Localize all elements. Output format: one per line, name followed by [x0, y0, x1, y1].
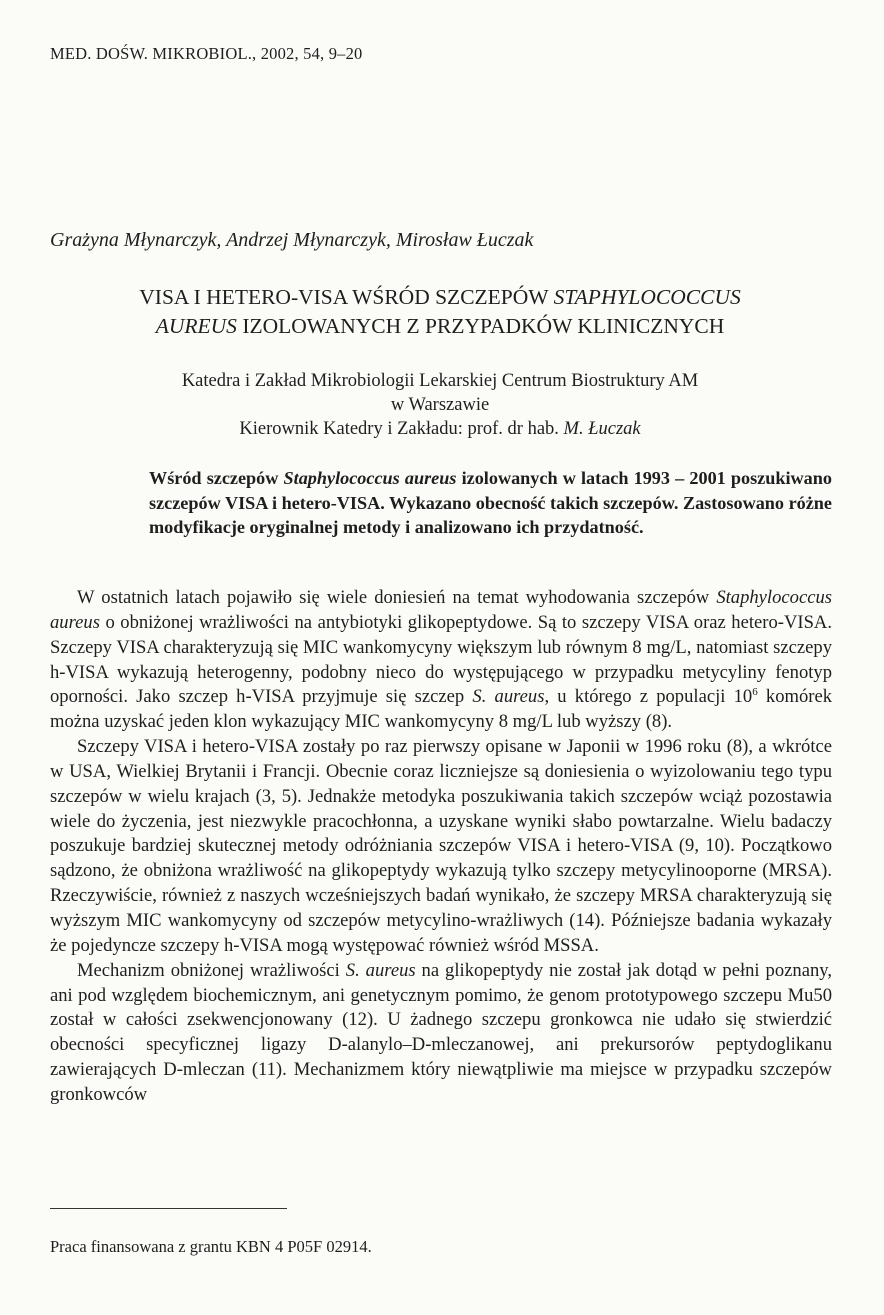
article-title — [40, 283, 840, 341]
title-part-1: VISA I HETERO-VISA WŚRÓD SZCZEPÓW — [139, 285, 554, 309]
department-head-name: M. Łuczak — [563, 419, 641, 439]
affiliation-line-1: Katedra i Zakład Mikrobiologii Lekarskiej Centrum Biostruktury AM — [181, 371, 699, 391]
paragraph-1-text-d: komórek można uzyskać jeden klon wykazujący MIC wankomycyny 8 mg/L lub wyższy (8). — [50, 686, 832, 733]
paragraph-3-text-a: Mechanizm obniżonej wrażliwości — [77, 959, 346, 981]
title-species-genus: STAPHYLOCOCCUS — [553, 285, 741, 309]
title-part-2: IZOLOWANYCH Z PRZYPADKÓW KLINICZNYCH — [236, 314, 725, 338]
paragraph-1-text-b: o obniżonej wrażliwości na antybiotyki glikopeptydowe. Są to szczepy VISA oraz hetero-VISA. Szczepy VISA charakteryzują się MIC wankomycyny większym lub równym 8 mg/L, natomiast szczepy h-VISA wykazują heterogenny, podobny nieco do występującego w przypadku metycyliny fenotyp oporności. Jako szczep h-VISA przyjmuje się szczep — [50, 611, 832, 708]
paragraph-1 — [50, 586, 832, 735]
title-species-epithet: AUREUS — [155, 314, 237, 338]
department-head — [40, 417, 840, 441]
paragraph-3 — [50, 959, 832, 1108]
journal-citation: MED. DOŚW. MIKROBIOL., 2002, 54, 9–20 — [50, 44, 363, 63]
abstract — [149, 466, 832, 540]
affiliation — [40, 369, 840, 441]
paragraph-1-text-c: , u którego z populacji 10 — [544, 686, 753, 708]
paragraph-1-species-short: S. aureus — [472, 686, 545, 708]
footnote-divider — [50, 1208, 287, 1209]
paragraph-3-text-b: na glikopeptydy nie został jak dotąd w pełni poznany, ani pod względem biochemicznym, ani genetycznym pomimo, że genom prototypowego szczepu Mu50 został w całości zsekwencjonowany (12). U żadnego szczepu gronkowca nie udało się stwierdzić obecności specyficznej ligazy D-alanylo–D-mleczanowej, ani prekursorów peptydoglikanu zawierających D-mleczan (11). Mechanizmem który niewątpliwie ma miejsce w przypadku szczepów gronkowców — [50, 959, 832, 1105]
author-list: Grażyna Młynarczyk, Andrzej Młynarczyk, Mirosław Łuczak — [50, 229, 534, 251]
paragraph-2: Szczepy VISA i hetero-VISA zostały po raz pierwszy opisane w Japonii w 1996 roku (8), a wkrótce w USA, Wielkiej Brytanii i Francji. Obecnie coraz liczniejsze są doniesienia o wyizolowaniu tego typu szczepów w wielu krajach (3, 5). Jednakże metodyka poszukiwania takich szczepów wciąż pozostawia wiele do życzenia, jest niezwykle pracochłonna, a uzyskane wyniki słabo powtarzalne. Wielu badaczy poszukuje bardziej skutecznej metody odróżniania szczepów VISA i hetero-VISA (9, 10). Początkowo sądzono, że obniżona wrażliwość na glikopeptydy wykazują tylko szczepy metycylinooporne (MRSA). Rzeczywiście, również z naszych wcześniejszych badań wynikało, że szczepy MRSA charakteryzują się wyższym MIC wankomycyny od szczepów metycylino-wrażliwych (14). Późniejsze badania wykazały że pojedyncze szczepy h-VISA mogą występować również wśród MSSA. — [50, 736, 832, 956]
paragraph-1-species: Staphylococcus aureus — [50, 587, 832, 633]
footnote: Praca finansowana z grantu KBN 4 P05F 02914. — [50, 1237, 372, 1256]
abstract-species: Staphylococcus aureus — [283, 468, 457, 488]
paragraph-1-text-a: W ostatnich latach pojawiło się wiele doniesień na temat wyhodowania szczepów — [77, 587, 717, 608]
abstract-text-1: Wśród szczepów — [149, 468, 284, 488]
affiliation-line-2: w Warszawie — [390, 395, 490, 415]
body-text — [50, 586, 832, 1108]
paragraph-3-species: S. aureus — [345, 959, 416, 981]
abstract-text-2: izolowanych w latach 1993 – 2001 poszukiwano szczepów VISA i hetero-VISA. Wykazano obecność takich szczepów. Zastosowano różne modyfikacje oryginalnej metody i analizowano ich przydatność. — [149, 468, 832, 538]
paragraph-1-exponent: 6 — [752, 686, 758, 699]
department-head-prefix: Kierownik Katedry i Zakładu: prof. dr hab. — [239, 419, 564, 439]
